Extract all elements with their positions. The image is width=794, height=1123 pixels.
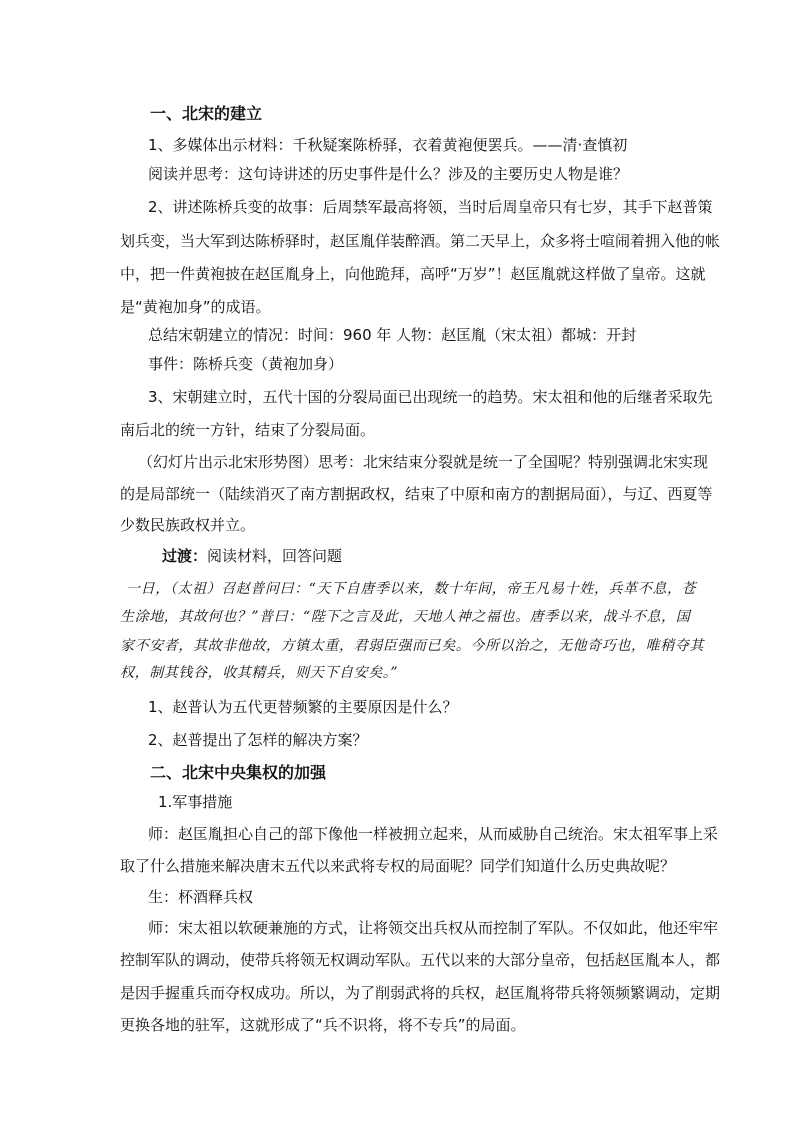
item1-paragraph: 1、多媒体出示材料：千秋疑案陈桥驿，衣着黄袍便罢兵。——清·查慎初 (148, 136, 628, 154)
teacher2-line: 控制军队的调动，使带兵将领无权调动军队。五代以来的大部分皇帝，包括赵匡胤本人，都 (120, 951, 721, 969)
summary-line: 总结宋朝建立的情况：时间：960 年 人物：赵匡胤（宋太祖）都城：开封 (148, 326, 637, 344)
item3-line: 南后北的统一方针，结束了分裂局面。 (120, 421, 376, 439)
item2-line: 划兵变，当大军到达陈桥驿时，赵匡胤佯装醉酒。第二天早上，众多将士喧闹着拥入他的帐 (120, 232, 721, 250)
quote-line: 一日，（太祖）召赵普问曰：“天下自唐季以来，数十年间，帝王凡易十姓，兵革不息，苍 (126, 581, 697, 597)
teacher1-line: 取了什么措施来解决唐末五代以来武将专权的局面呢？同学们知道什么历史典故呢？ (120, 857, 676, 875)
question-1: 1、赵普认为五代更替频繁的主要原因是什么？ (148, 698, 458, 716)
item2-line: 中，把一件黄袍披在赵匡胤身上，向他跪拜，高呼“万岁”！赵匡胤就这样做了皇帝。这就 (120, 265, 706, 283)
item3-line: 3、宋朝建立时，五代十国的分裂局面已出现统一的趋势。宋太祖和他的后继者采取先 (148, 388, 713, 406)
summary-line: 事件：陈桥兵变（黄袍加身） (148, 355, 344, 373)
teacher1-line: 师：赵匡胤担心自己的部下像他一样被拥立起来，从而威胁自己统治。宋太祖军事上采 (148, 825, 719, 843)
subsection-military: 1.军事措施 (158, 793, 233, 811)
slide-line: 少数民族政权并立。 (120, 516, 256, 534)
transition-text: 阅读材料，回答问题 (207, 547, 343, 565)
student1-line: 生：杯酒释兵权 (148, 888, 254, 906)
transition-line (162, 545, 342, 566)
think1-paragraph: 阅读并思考：这句诗讲述的历史事件是什么？涉及的主要历史人物是谁？ (148, 165, 629, 183)
item2-line: 2、讲述陈桥兵变的故事：后周禁军最高将领，当时后周皇帝只有七岁，其手下赵普策 (148, 198, 713, 216)
item2-line: 是“黄袍加身”的成语。 (120, 298, 271, 316)
section2-title: 二、北宋中央集权的加强 (150, 763, 327, 782)
quote-line: 生涂地，其故何也？”普曰：“陛下之言及此，天地人神之福也。唐季以来，战斗不息，国 (120, 609, 691, 625)
question-2: 2、赵普提出了怎样的解决方案？ (148, 731, 368, 749)
slide-line: （幻灯片出示北宋形势图）思考：北宋结束分裂就是统一了全国呢？特别强调北宋实现 (138, 453, 709, 471)
section1-title: 一、北宋的建立 (150, 104, 263, 123)
teacher2-line: 更换各地的驻军，这就形成了“兵不识将，将不专兵”的局面。 (120, 1016, 526, 1034)
quote-line: 家不安者，其故非他故，方镇太重，君弱臣强而已矣。今所以治之，无他奇巧也，唯稍夺其 (120, 638, 704, 654)
teacher2-line: 师：宋太祖以软硬兼施的方式，让将领交出兵权从而控制了军队。不仅如此，他还牢牢 (148, 919, 719, 937)
teacher2-line: 是因手握重兵而夺权成功。所以，为了削弱武将的兵权，赵匡胤将带兵将领频繁调动，定期 (120, 984, 721, 1002)
quote-line: 权，制其钱谷，收其精兵，则天下自安矣。” (120, 665, 399, 681)
slide-line: 的是局部统一（陆续消灭了南方割据政权，结束了中原和南方的割据局面），与辽、西夏等 (120, 485, 713, 503)
transition-label: 过渡： (162, 547, 208, 565)
